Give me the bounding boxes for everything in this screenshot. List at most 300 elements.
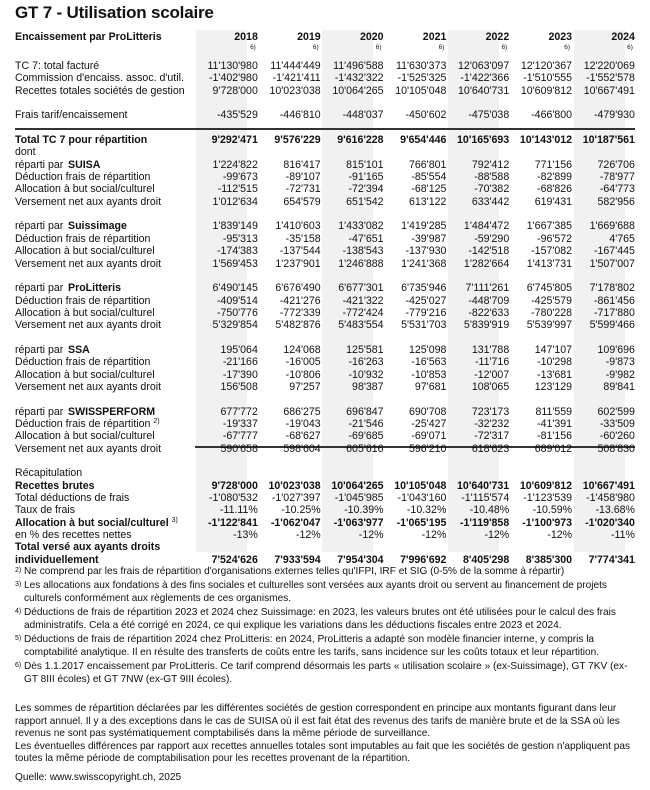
cell-value: -85'554 xyxy=(411,171,447,184)
cell-value: -435'529 xyxy=(216,109,258,122)
cell-value: 633'442 xyxy=(471,195,510,208)
total-row xyxy=(15,134,635,146)
reparti-label: réparti par xyxy=(15,343,64,356)
cell-value: -33'509 xyxy=(599,417,635,430)
cell-value: 1'224'822 xyxy=(212,158,258,171)
cell-value: -1'119'858 xyxy=(459,516,510,529)
footnote-text: Ne comprend par les frais de répartition d'organisations externes telles qu'IFPI, IRF et SIG (0-5% de la somme à répartir) xyxy=(24,566,565,577)
cell-value: 11'444'449 xyxy=(270,60,321,72)
cell-value: 9'654'446 xyxy=(400,134,447,147)
cell-value: 7'774'341 xyxy=(588,553,635,566)
cell-value: -72'317 xyxy=(474,430,510,443)
cell-value: 10'023'038 xyxy=(268,479,321,492)
cell-value: -1'043'160 xyxy=(397,492,447,505)
cell-value: -95'313 xyxy=(222,232,258,245)
row-label xyxy=(15,443,195,455)
cell-value: -59'290 xyxy=(474,232,510,245)
explanatory-paragraph: Les sommes de répartition déclarées par les différentes sociétés de gestion correspondent en principe aux montants figurant dans leur rapport annuel. Il y a des exceptions dans le cas de SUISA où il est fait état des revenus des tarifs de manière brute et de la SSA où les revenus ne sont pas systématiquement comptabilisés dans la même période de surveillance. xyxy=(15,703,620,739)
society-row xyxy=(15,220,635,232)
society-detail-row xyxy=(15,245,635,257)
cell-value: -64'773 xyxy=(599,183,635,196)
year-footnote-ref: 6) xyxy=(564,44,571,51)
cell-value: 816'417 xyxy=(283,158,321,171)
cell-value: 109'696 xyxy=(597,343,635,356)
cell-value: 1'839'149 xyxy=(212,220,258,233)
explanatory-text xyxy=(15,703,635,766)
cell-value: -19'043 xyxy=(285,417,321,430)
cell-value: -11.11% xyxy=(219,504,258,517)
cell-value: -12% xyxy=(358,529,384,542)
row-label xyxy=(15,369,195,381)
cell-value: 10'165'693 xyxy=(457,134,510,147)
society-detail-row xyxy=(15,171,635,183)
cell-value: 771'156 xyxy=(534,158,573,171)
row-label-text: en % des recettes nettes xyxy=(15,529,132,542)
cell-value: 1'484'472 xyxy=(463,220,510,233)
cell-value: -19'337 xyxy=(222,417,258,430)
cell-value: 7'954'304 xyxy=(337,553,384,566)
cell-value: -96'572 xyxy=(537,232,573,245)
cell-value: -772'424 xyxy=(342,306,384,319)
cell-value: 5'539'997 xyxy=(526,319,573,332)
row-label xyxy=(15,307,195,319)
cell-value: -772'339 xyxy=(279,306,321,319)
row-label-text: Allocation à but social/culturel xyxy=(15,368,155,381)
cell-value: 5'482'876 xyxy=(275,319,321,332)
cell-value: 11'130'980 xyxy=(207,60,258,72)
cell-value: -779'216 xyxy=(405,306,447,319)
row-label-text: Déduction frais de répartition xyxy=(15,232,151,245)
year-header: 2022 xyxy=(485,31,510,43)
cell-value: 147'107 xyxy=(534,343,573,356)
cell-value: 12'120'367 xyxy=(520,60,573,72)
cell-value: -1'421'411 xyxy=(272,72,321,85)
dont-row xyxy=(15,146,635,158)
row-label xyxy=(15,418,195,430)
footnote-number: 3) xyxy=(15,581,22,589)
row-label xyxy=(15,245,195,257)
cell-value: -1'123'539 xyxy=(523,492,573,505)
cell-value: -91'165 xyxy=(348,171,384,184)
cell-value: 605'616 xyxy=(346,442,384,455)
source-line: Quelle: www.swisscopyright.ch, 2025 xyxy=(15,772,182,783)
cell-value: -69'071 xyxy=(411,430,447,443)
cell-value: -39'987 xyxy=(411,232,447,245)
cell-value: -138'543 xyxy=(342,245,384,258)
cell-value: 1'669'688 xyxy=(589,220,635,233)
cell-value: -448'037 xyxy=(342,109,384,122)
cell-value: 1'246'888 xyxy=(338,257,384,270)
cell-value: -16'563 xyxy=(411,356,447,369)
frais-row xyxy=(15,109,635,121)
cell-value: 5'531'703 xyxy=(401,319,447,332)
row-label-text: Déduction frais de répartition xyxy=(15,294,151,307)
cell-value: -466'800 xyxy=(531,109,573,122)
page-title: GT 7 - Utilisation scolaire xyxy=(15,3,214,22)
row-label xyxy=(15,72,195,84)
society-row xyxy=(15,159,635,171)
cell-value: -1'063'977 xyxy=(333,516,384,529)
cell-value: -11% xyxy=(610,529,635,542)
cell-value: -112'515 xyxy=(217,183,258,196)
cell-value: -717'880 xyxy=(594,306,635,319)
cell-value: -1'100'973 xyxy=(522,516,573,529)
cell-value: -448'709 xyxy=(468,294,510,307)
cell-value: 1'419'285 xyxy=(401,220,447,233)
cell-value: 613'122 xyxy=(409,195,447,208)
row-label-text: Versement net aux ayants droit xyxy=(15,257,162,270)
cell-value: 10'609'812 xyxy=(520,84,573,97)
row-label-text: Versement net aux ayants droit xyxy=(15,380,162,393)
row-label-text: Allocation à but social/culturel xyxy=(15,306,155,319)
cell-value: -10'806 xyxy=(285,368,321,381)
year-header: 2021 xyxy=(422,31,447,43)
row-label-text: Total déductions de frais xyxy=(15,492,130,505)
cell-value: 10'609'812 xyxy=(519,479,573,492)
cell-value: -446'810 xyxy=(279,109,321,122)
cell-value: 10'187'561 xyxy=(582,134,635,147)
cell-value: -41'391 xyxy=(537,417,573,430)
cell-value: -12% xyxy=(295,529,321,542)
row-label xyxy=(15,258,195,270)
recap-total-row xyxy=(15,554,635,566)
cell-value: 125'098 xyxy=(409,343,447,356)
cell-value: 766'801 xyxy=(409,158,447,171)
row-label xyxy=(15,492,195,504)
row-label-text: Allocation à but social/culturel xyxy=(15,430,155,443)
cell-value: 8'385'300 xyxy=(525,553,573,566)
cell-value: -1'458'980 xyxy=(586,492,635,505)
reparti-label: réparti par xyxy=(15,405,64,418)
row-label xyxy=(15,344,195,356)
society-detail-row xyxy=(15,319,635,331)
cell-value: -68'125 xyxy=(411,183,447,196)
cell-value: 10'667'491 xyxy=(582,479,635,492)
cell-value: 1'012'634 xyxy=(212,195,258,208)
cell-value: 10'064'265 xyxy=(331,479,384,492)
cell-value: -72'731 xyxy=(285,183,321,196)
society-detail-row xyxy=(15,233,635,245)
table-header-row xyxy=(15,31,635,44)
row-label xyxy=(15,529,195,541)
cell-value: 696'847 xyxy=(346,405,384,418)
year-footnote-ref: 6) xyxy=(501,44,508,51)
row-label xyxy=(15,183,195,195)
cell-value: -60'260 xyxy=(599,430,635,443)
row-label-text: Versement net aux ayants droit xyxy=(15,319,162,332)
recap-total-label-row xyxy=(15,541,635,553)
encaissement-row xyxy=(15,85,635,97)
table-body xyxy=(15,60,635,566)
cell-value: 5'839'919 xyxy=(463,319,510,332)
row-label-text: Déduction frais de répartition xyxy=(15,171,151,184)
cell-value: 5'599'466 xyxy=(589,319,635,332)
year-footnote-ref: 6) xyxy=(375,44,382,51)
footnote-number: 2) xyxy=(15,567,22,574)
footnote-text: Déductions de frais de répartition 2023 et 2024 chez Suissimage: en 2023, les valeurs brutes ont été utilisées pour le calcul des frais administratifs. Cela a été corrigé en 2024, ce qui explique les variations dans les déductions fiscales entre 2023 et 2024. xyxy=(24,607,616,631)
recap-row xyxy=(15,480,635,492)
cell-value: 9'576'229 xyxy=(274,134,321,147)
cell-value: 1'507'007 xyxy=(589,257,635,270)
row-label xyxy=(15,517,195,529)
society-name: Suissimage xyxy=(68,220,127,233)
footnote-text: Les allocations aux fondations à des fins sociales et culturelles sont versées aux ayants droit ou servent au financement de projets culturels conformément aux règlements de ces organismes. xyxy=(24,580,607,604)
cell-value: -10.25% xyxy=(281,504,321,517)
cell-value: -10.39% xyxy=(344,504,384,517)
cell-value: -1'020'340 xyxy=(585,516,635,529)
cell-value: 125'581 xyxy=(346,343,384,356)
cell-value: 10'640'731 xyxy=(457,479,510,492)
cell-value: -21'546 xyxy=(348,417,384,430)
row-label xyxy=(15,159,195,171)
society-detail-row xyxy=(15,443,635,455)
cell-value: -68'627 xyxy=(285,430,321,443)
cell-value: -10'298 xyxy=(537,356,573,369)
cell-value: -137'544 xyxy=(279,245,321,258)
row-label-text: Total TC 7 pour répartition xyxy=(15,134,148,147)
row-label-text: Allocation à but social/culturel xyxy=(15,183,155,196)
cell-value: 4'765 xyxy=(609,232,635,245)
cell-value: 9'728'000 xyxy=(212,84,258,97)
year-footnote-row xyxy=(15,44,635,54)
cell-value: -32'232 xyxy=(474,417,510,430)
cell-value: -450'602 xyxy=(405,109,447,122)
cell-value: 1'667'385 xyxy=(526,220,573,233)
society-detail-row xyxy=(15,369,635,381)
society-name: SSA xyxy=(68,343,90,356)
cell-value: 5'329'854 xyxy=(212,319,258,332)
row-label xyxy=(15,85,195,97)
cell-value: 686'275 xyxy=(283,405,321,418)
cell-value: 7'996'692 xyxy=(400,553,447,566)
year-footnote-ref: 6) xyxy=(438,44,445,51)
society-detail-row xyxy=(15,196,635,208)
row-label xyxy=(15,541,195,553)
cell-value: 815'101 xyxy=(346,158,384,171)
cell-value: -1'122'841 xyxy=(208,516,258,529)
cell-value: 508'830 xyxy=(597,442,635,455)
footnote xyxy=(15,634,635,659)
year-footnote-ref: 6) xyxy=(627,44,633,51)
cell-value: 10'105'048 xyxy=(394,479,447,492)
cell-value: 10'105'048 xyxy=(395,84,447,97)
cell-value: -1'080'532 xyxy=(209,492,258,505)
society-detail-row xyxy=(15,258,635,270)
cell-value: -25'427 xyxy=(411,417,447,430)
cell-value: 11'630'373 xyxy=(395,60,447,72)
cell-value: -1'062'047 xyxy=(270,516,321,529)
cell-value: -1'402'980 xyxy=(209,72,258,85)
row-label-text: Allocation à but social/culturel xyxy=(15,245,155,258)
cell-value: -822'633 xyxy=(468,306,510,319)
reparti-label: réparti par xyxy=(15,158,64,171)
cell-value: 1'241'368 xyxy=(401,257,447,270)
row-label xyxy=(15,171,195,183)
cell-value: -861'456 xyxy=(594,294,635,307)
footnote xyxy=(15,566,635,579)
cell-value: -13'681 xyxy=(537,368,573,381)
cell-value: -1'422'366 xyxy=(460,72,510,85)
cell-value: 12'220'069 xyxy=(583,60,635,72)
cell-value: -70'382 xyxy=(474,183,510,196)
cell-value: 602'599 xyxy=(597,405,635,418)
cell-value: 10'143'012 xyxy=(519,134,573,147)
cell-value: -1'027'397 xyxy=(271,492,321,505)
cell-value: -89'107 xyxy=(285,171,321,184)
row-label xyxy=(15,467,195,479)
cell-value: -72'394 xyxy=(348,183,384,196)
cell-value: -421'322 xyxy=(342,294,384,307)
recap-heading xyxy=(15,467,635,479)
cell-value: 9'616'228 xyxy=(337,134,384,147)
year-header: 2018 xyxy=(234,31,258,43)
society-detail-row xyxy=(15,418,635,430)
row-label-text: dont xyxy=(15,146,36,159)
row-label-text: Déduction frais de répartition xyxy=(15,417,151,430)
cell-value: -475'038 xyxy=(468,109,510,122)
footnote-number: 5) xyxy=(15,635,22,643)
cell-value: -1'115'574 xyxy=(461,492,510,505)
row-label-text: Déduction frais de répartition xyxy=(15,356,151,369)
cell-value: 7'524'626 xyxy=(211,553,258,566)
cell-value: -157'082 xyxy=(531,245,573,258)
cell-value: 1'413'731 xyxy=(526,257,573,270)
cell-value: 12'063'097 xyxy=(458,60,510,72)
cell-value: -10.48% xyxy=(469,504,510,517)
cell-value: 651'542 xyxy=(346,195,384,208)
cell-value: -21'166 xyxy=(222,356,258,369)
cell-value: 1'237'901 xyxy=(275,257,321,270)
cell-value: 97'257 xyxy=(289,380,321,393)
year-header: 2019 xyxy=(297,31,321,43)
cell-value: 6'677'301 xyxy=(338,282,384,295)
encaissement-row xyxy=(15,60,635,72)
cell-value: 6'490'145 xyxy=(212,282,258,295)
cell-value: -82'899 xyxy=(537,171,573,184)
cell-value: 654'579 xyxy=(283,195,321,208)
society-detail-row xyxy=(15,295,635,307)
row-label-text: Allocation à but social/culturel xyxy=(15,516,169,529)
recap-row xyxy=(15,529,635,541)
cell-value: 811'559 xyxy=(535,405,573,418)
footnote-text: Déductions de frais de répartition 2024 chez ProLitteris: en 2024, ProLitteris a adapté son modèle financier interne, y compris la comptabilité analytique. Il en résulte des transferts de coûts entre les tarifs, sans incidence sur les coûts totaux et leur répartition. xyxy=(24,634,600,658)
row-label-text: TC 7: total facturé xyxy=(15,60,100,72)
cell-value: -1'510'555 xyxy=(523,72,573,85)
cell-value: -11'716 xyxy=(474,356,510,369)
cell-value: -479'930 xyxy=(594,109,635,122)
cell-value: -16'005 xyxy=(285,356,321,369)
cell-value: 156'508 xyxy=(220,380,258,393)
cell-value: -10'932 xyxy=(348,368,384,381)
row-label xyxy=(15,480,195,492)
row-label xyxy=(15,319,195,331)
cell-value: 10'640'731 xyxy=(458,84,510,97)
row-label xyxy=(15,356,195,368)
cell-value: -12% xyxy=(484,529,510,542)
cell-value: 1'282'664 xyxy=(463,257,510,270)
cell-value: 619'431 xyxy=(534,195,573,208)
cell-value: -67'777 xyxy=(222,430,258,443)
row-label xyxy=(15,381,195,393)
row-label xyxy=(15,295,195,307)
cell-value: 7'933'594 xyxy=(274,553,321,566)
society-name: ProLitteris xyxy=(68,282,121,295)
cell-value: 9'728'000 xyxy=(211,479,258,492)
cell-value: 582'956 xyxy=(597,195,635,208)
row-label-text: Recettes totales sociétés de gestion xyxy=(15,84,185,97)
society-name: SWISSPERFORM xyxy=(68,405,156,418)
cell-value: -1'525'325 xyxy=(397,72,447,85)
footnote xyxy=(15,580,635,605)
year-header: 2024 xyxy=(611,31,635,43)
row-label-text: Recettes brutes xyxy=(15,479,95,492)
cell-value: 590'658 xyxy=(220,442,258,455)
cell-value: 726'706 xyxy=(597,158,635,171)
cell-value: -99'673 xyxy=(222,171,258,184)
cell-value: 9'292'471 xyxy=(211,134,258,147)
row-label xyxy=(15,504,195,516)
row-label-text: Taux de frais xyxy=(15,504,76,517)
cell-value: 11'496'588 xyxy=(333,60,384,72)
cell-value: -1'552'578 xyxy=(586,72,635,85)
row-label-text: Frais tarif/encaissement xyxy=(15,109,128,122)
cell-value: 689'012 xyxy=(534,442,573,455)
row-label xyxy=(15,430,195,442)
cell-value: -10.59% xyxy=(532,504,573,517)
cell-value: -10'853 xyxy=(411,368,447,381)
footnote-ref: 2) xyxy=(153,417,160,425)
explanatory-paragraph: Les éventuelles différences par rapport aux recettes annuelles totales sont imputables au fait que les sociétés de gestion n'appliquent pas toutes la même période de comptabilisation pour les recettes provenant de la répartition. xyxy=(15,740,631,764)
society-row xyxy=(15,406,635,418)
cell-value: -78'977 xyxy=(599,171,635,184)
cell-value: 1'410'603 xyxy=(275,220,321,233)
cell-value: 618'623 xyxy=(471,442,510,455)
cell-value: 10'667'491 xyxy=(583,84,635,97)
cell-value: 97'681 xyxy=(414,380,447,393)
cell-value: -9'873 xyxy=(605,356,635,369)
row-label xyxy=(15,554,195,566)
year-footnote-ref: 6) xyxy=(312,44,319,51)
row-label xyxy=(15,146,195,158)
year-footnote-ref: 6) xyxy=(250,44,256,51)
encaissement-row xyxy=(15,72,635,84)
cell-value: 89'841 xyxy=(603,380,635,393)
row-label-text: individuellement xyxy=(15,553,99,566)
row-label-text: Récapitulation xyxy=(15,467,83,480)
society-detail-row xyxy=(15,356,635,368)
cell-value: -1'045'985 xyxy=(334,492,384,505)
cell-value: -142'518 xyxy=(468,245,510,258)
cell-value: -750'776 xyxy=(216,306,258,319)
row-label xyxy=(15,109,195,121)
cell-value: -35'158 xyxy=(285,232,321,245)
cell-value: 792'412 xyxy=(471,158,510,171)
cell-value: 598'604 xyxy=(283,442,321,455)
header-label: Encaissement par ProLitteris xyxy=(15,31,162,43)
cell-value: 195'064 xyxy=(220,343,258,356)
cell-value: 10'023'038 xyxy=(269,84,321,97)
cell-value: -69'685 xyxy=(348,430,384,443)
cell-value: 7'178'802 xyxy=(589,282,635,295)
row-label-text: Commission d'encaiss. assoc. d'util. xyxy=(15,72,184,85)
footnote-number: 6) xyxy=(15,661,22,669)
cell-value: -9'982 xyxy=(605,368,635,381)
cell-value: -167'445 xyxy=(594,245,635,258)
cell-value: -409'514 xyxy=(216,294,258,307)
cell-value: 7'111'261 xyxy=(465,282,510,295)
cell-value: -13.68% xyxy=(595,504,635,517)
cell-value: 6'735'946 xyxy=(401,282,447,295)
